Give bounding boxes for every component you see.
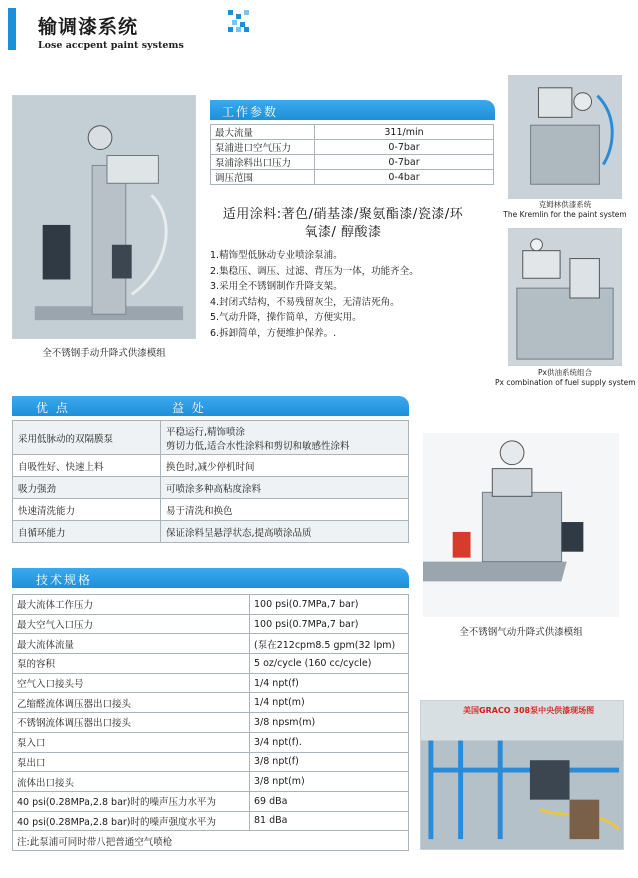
params-table: [210, 124, 494, 185]
spec-value: 1/4 npt(m): [250, 693, 409, 713]
px-caption: [495, 368, 635, 388]
list-item: 6.拆卸简单，方便维护保养。.: [210, 327, 337, 339]
manual-lift-module-caption: 全不锈钢手动升降式供漆模组: [42, 348, 166, 359]
spec-label: 泵入口: [13, 732, 250, 752]
table-row: [211, 140, 494, 155]
param-label: 最大流量: [211, 125, 315, 140]
spec-label: 泵的容积: [13, 654, 250, 674]
applicable-line-1: 适用涂料:著色/硝基漆/聚氨酯漆/瓷漆/环: [222, 207, 464, 222]
advantage-point: 自循环能力: [13, 521, 161, 543]
spec-label: 40 psi(0.28MPa,2.8 bar)时的噪声强度水平为: [13, 811, 250, 831]
spec-label: 最大流体流量: [13, 634, 250, 654]
table-row: [13, 654, 409, 674]
advantages-table: [12, 420, 409, 543]
feature-list: [210, 248, 419, 341]
spec-label: 泵出口: [13, 752, 250, 772]
table-row: [211, 125, 494, 140]
grid-logo-icon: [228, 10, 250, 32]
table-row: [13, 831, 409, 851]
param-label: 泵浦进口空气压力: [211, 140, 315, 155]
specs-heading-tab: [12, 568, 409, 588]
table-row: [13, 477, 409, 499]
table-row: [13, 614, 409, 634]
spec-value: 3/8 npsm(m): [250, 713, 409, 733]
advantages-heading-left: 优 点: [36, 401, 70, 415]
spec-value: 81 dBa: [250, 811, 409, 831]
table-row: [13, 634, 409, 654]
page-title: 输调漆系统: [38, 16, 139, 38]
advantage-benefit: 换色时,减少停机时间: [161, 455, 409, 477]
spec-label: 40 psi(0.28MPa,2.8 bar)时的噪声压力水平为: [13, 791, 250, 811]
param-value: 311/min: [315, 125, 494, 140]
spec-value: 5 oz/cycle (160 cc/cycle): [250, 654, 409, 674]
table-row: [13, 732, 409, 752]
applicable-line-2: 氧漆/ 醇酸漆: [304, 225, 382, 240]
specs-heading: 技术规格: [36, 573, 93, 587]
table-row: [13, 772, 409, 792]
specs-table: [12, 594, 409, 851]
benefit-line: 平稳运行,精饰喷涂: [166, 426, 246, 438]
px-caption-en: Px combination of fuel supply system: [495, 378, 636, 387]
table-row: [211, 155, 494, 170]
list-item: 1.精饰型低脉动专业喷涂泵浦。: [210, 250, 343, 261]
table-row: [13, 791, 409, 811]
spec-label: 最大空气入口压力: [13, 614, 250, 634]
table-row: [13, 595, 409, 615]
px-caption-cn: Px供油系统组合: [538, 368, 592, 377]
spec-label: 流体出口接头: [13, 772, 250, 792]
spec-label: 空气入口接头号: [13, 673, 250, 693]
param-value: 0-4bar: [315, 170, 494, 185]
spec-note: 注:此泵浦可同时带八把普通空气喷枪: [13, 831, 409, 851]
param-label: 泵浦涂料出口压力: [211, 155, 315, 170]
advantage-benefit: 易于清洗和换色: [161, 499, 409, 521]
table-row: [13, 421, 409, 455]
spec-value: 1/4 npt(f): [250, 673, 409, 693]
px-combination-photo: [508, 228, 622, 366]
spec-value: 100 psi(0.7MPa,7 bar): [250, 614, 409, 634]
advantage-benefit: 保证涂料呈悬浮状态,提高喷涂品质: [161, 521, 409, 543]
advantages-heading-tab: [12, 396, 409, 416]
kremlin-system-photo: [508, 75, 622, 199]
list-item: 5.气动升降，操作简单，方便实用。: [210, 312, 362, 323]
spec-value: (泵在212cpm8.5 gpm(32 lpm): [250, 634, 409, 654]
pneumatic-lift-module-caption: 全不锈钢气动升降式供漆模组: [459, 627, 583, 638]
spec-value: 3/8 npt(f): [250, 752, 409, 772]
table-row: [13, 752, 409, 772]
advantages-heading-right: 益 处: [172, 401, 206, 415]
manual-lift-module-photo: [12, 95, 196, 339]
table-row: [13, 693, 409, 713]
advantage-point: 吸力强劲: [13, 477, 161, 499]
table-row: [13, 521, 409, 543]
kremlin-caption-en: The Kremlin for the paint system: [503, 210, 627, 219]
table-row: [13, 673, 409, 693]
benefit-line: 剪切力低,适合水性涂料和剪切和敏感性涂料: [166, 440, 350, 452]
table-row: [13, 811, 409, 831]
spec-value: 69 dBa: [250, 791, 409, 811]
pneumatic-lift-module-photo: [422, 432, 620, 618]
spec-label: 不锈钢流体调压器出口接头: [13, 713, 250, 733]
applicable-paints: [202, 206, 484, 242]
table-row: [13, 499, 409, 521]
param-value: 0-7bar: [315, 140, 494, 155]
advantage-point: 采用低脉动的双隔膜泵: [13, 421, 161, 455]
advantage-point: 快速清洗能力: [13, 499, 161, 521]
spec-label: 最大流体工作压力: [13, 595, 250, 615]
param-label: 调压范围: [211, 170, 315, 185]
graco-banner: 美国GRACO 308泵中央供漆现场图: [463, 706, 595, 715]
advantage-point: 自吸性好、快速上料: [13, 455, 161, 477]
table-row: [13, 713, 409, 733]
param-value: 0-7bar: [315, 155, 494, 170]
kremlin-caption-cn: 克姆林供漆系统: [538, 200, 592, 209]
list-item: 2.集稳压、调压、过滤、背压为一体，功能齐全。: [210, 265, 419, 277]
page-subtitle: Lose accpent paint systems: [38, 40, 184, 51]
graco-site-photo: [420, 700, 624, 850]
table-row: [13, 455, 409, 477]
header-accent-bar: [8, 8, 16, 50]
spec-value: 3/8 npt(m): [250, 772, 409, 792]
kremlin-caption: [495, 200, 635, 220]
table-row: [211, 170, 494, 185]
list-item: 4.封闭式结构，不易残留灰尘，无清洁死角。: [210, 296, 400, 308]
advantage-benefit: 可喷涂多种高粘度涂料: [161, 477, 409, 499]
params-heading-tab: [210, 100, 495, 120]
params-heading: 工作参数: [222, 105, 279, 119]
spec-value: 3/4 npt(f).: [250, 732, 409, 752]
spec-value: 100 psi(0.7MPa,7 bar): [250, 595, 409, 615]
advantage-benefit: [161, 421, 409, 455]
spec-label: 乙缩醛流体调压器出口接头: [13, 693, 250, 713]
list-item: 3.采用全不锈钢制作升降支架。: [210, 281, 343, 292]
